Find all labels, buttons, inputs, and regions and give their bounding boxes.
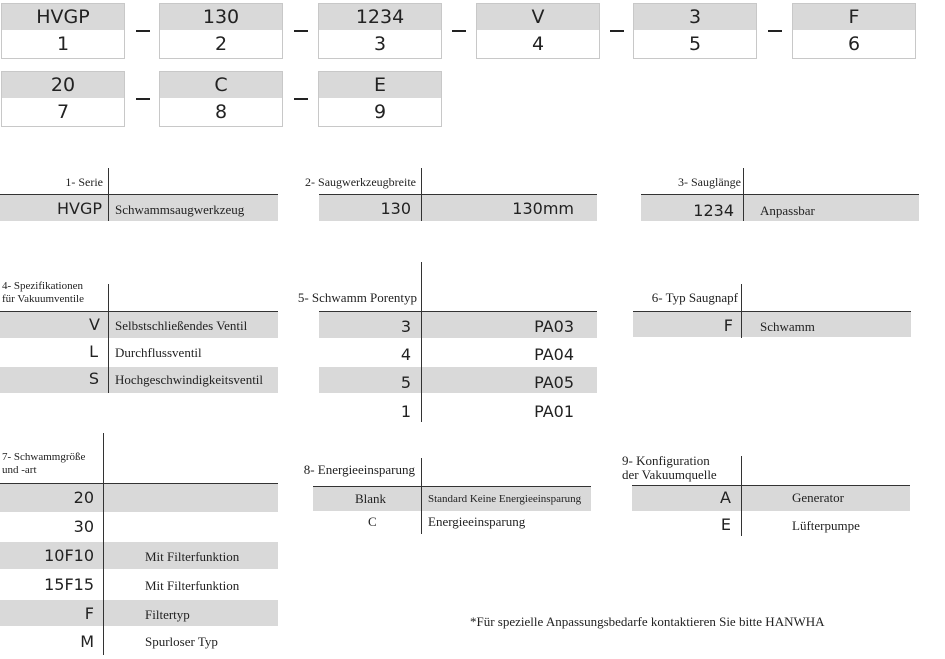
column-divider [108,284,109,393]
header-rule [313,486,591,487]
header-rule [319,194,597,195]
separator-dash [768,30,782,32]
code-box-2 [159,3,283,59]
code-box-4 [476,3,600,59]
separator-dash [294,98,308,100]
option-code: M [80,632,94,651]
row-shade [632,486,910,511]
code-box-index: 2 [160,30,282,58]
column-divider [421,262,422,422]
header-rule [0,311,278,312]
column-divider [103,433,104,655]
header-rule [633,311,911,312]
code-box-value: HVGP [2,4,124,30]
option-description: Spurloser Typ [145,634,218,649]
option-code: 130 [380,199,411,218]
code-box-5 [633,3,757,59]
option-description: 130mm [512,199,574,218]
section-title-line-1: 7- Schwammgröße [2,451,86,463]
option-code: 5 [400,373,411,392]
column-divider [743,168,744,221]
option-description: PA03 [534,317,574,336]
code-box-value: 1234 [319,4,441,30]
section-title: 1- Serie [65,175,103,189]
option-code: HVGP [56,199,102,218]
option-description: Mit Filterfunktion [145,549,240,564]
code-box-value: F [793,4,915,30]
code-box-8 [159,71,283,127]
header-rule [0,483,278,484]
separator-dash [610,30,624,32]
section-title-line-2: der Vakuumquelle [622,467,717,482]
code-box-6 [792,3,916,59]
option-code: F [84,604,94,623]
option-description: Schwammsaugwerkzeug [115,202,245,217]
separator-dash [294,30,308,32]
option-code: V [89,315,100,334]
header-rule [632,485,910,486]
code-box-index: 1 [2,30,124,58]
option-code: E [720,515,731,534]
option-code: 30 [73,517,94,536]
separator-dash [452,30,466,32]
option-code: 4 [400,345,411,364]
code-box-index: 8 [160,98,282,126]
option-description: Anpassbar [760,203,815,218]
code-box-7 [1,71,125,127]
option-description: Selbstschließendes Ventil [115,318,248,333]
option-code: 1234 [693,201,734,220]
code-box-index: 5 [634,30,756,58]
section-title-line-2: für Vakuumventile [2,293,84,305]
code-box-index: 7 [2,98,124,126]
separator-dash [136,98,150,100]
column-divider [108,168,109,221]
column-divider [741,456,742,536]
option-code: S [88,369,99,388]
code-box-9 [318,71,442,127]
section-title-line-1: 9- Konfiguration [622,453,710,468]
code-box-value: 20 [2,72,124,98]
code-box-3 [318,3,442,59]
option-description: Schwamm [760,319,815,334]
option-code: 10F10 [44,546,94,565]
option-code: L [89,342,98,361]
section-title: 2- Saugwerkzeugbreite [305,175,416,189]
separator-dash [136,30,150,32]
option-code: C [368,514,377,529]
code-box-index: 3 [319,30,441,58]
option-code: F [723,316,733,335]
option-code: Blank [355,491,387,506]
option-description: PA01 [534,402,574,421]
code-box-value: C [160,72,282,98]
option-description: Standard Keine Energieeinsparung [428,493,582,505]
option-description: Mit Filterfunktion [145,578,240,593]
option-description: Durchflussventil [115,345,202,360]
option-code: 1 [400,402,411,421]
row-shade [0,484,278,512]
section-title: 6- Typ Saugnapf [651,290,738,305]
section-title: 8- Energieeinsparung [303,462,415,477]
section-title-line-2: und -art [2,464,37,476]
code-box-value: 3 [634,4,756,30]
column-divider [421,458,422,534]
option-code: 15F15 [44,575,94,594]
footnote: *Für spezielle Anpassungsbedarfe kontaktieren Sie bitte HANWHA [470,614,825,629]
option-description: Generator [792,490,844,505]
row-shade [0,600,278,626]
header-rule [0,194,278,195]
code-box-value: 130 [160,4,282,30]
option-description: PA05 [534,373,574,392]
code-box-value: E [319,72,441,98]
header-rule [319,311,597,312]
option-description: Hochgeschwindigkeitsventil [115,372,264,387]
option-description: Energieeinsparung [428,514,526,529]
option-description: Lüfterpumpe [792,518,860,533]
code-box-index: 6 [793,30,915,58]
column-divider [741,284,742,338]
code-box-index: 9 [319,98,441,126]
option-description: Filtertyp [145,607,190,622]
option-code: A [720,488,731,507]
code-box-index: 4 [477,30,599,58]
column-divider [421,168,422,221]
option-description: PA04 [534,345,574,364]
code-box-1 [1,3,125,59]
option-code: 3 [400,317,411,336]
code-box-value: V [477,4,599,30]
section-title: 5- Schwamm Porentyp [297,290,417,305]
option-code: 20 [73,488,94,507]
section-title-line-1: 4- Spezifikationen [2,280,83,292]
section-title: 3- Sauglänge [678,175,741,189]
header-rule [641,194,919,195]
